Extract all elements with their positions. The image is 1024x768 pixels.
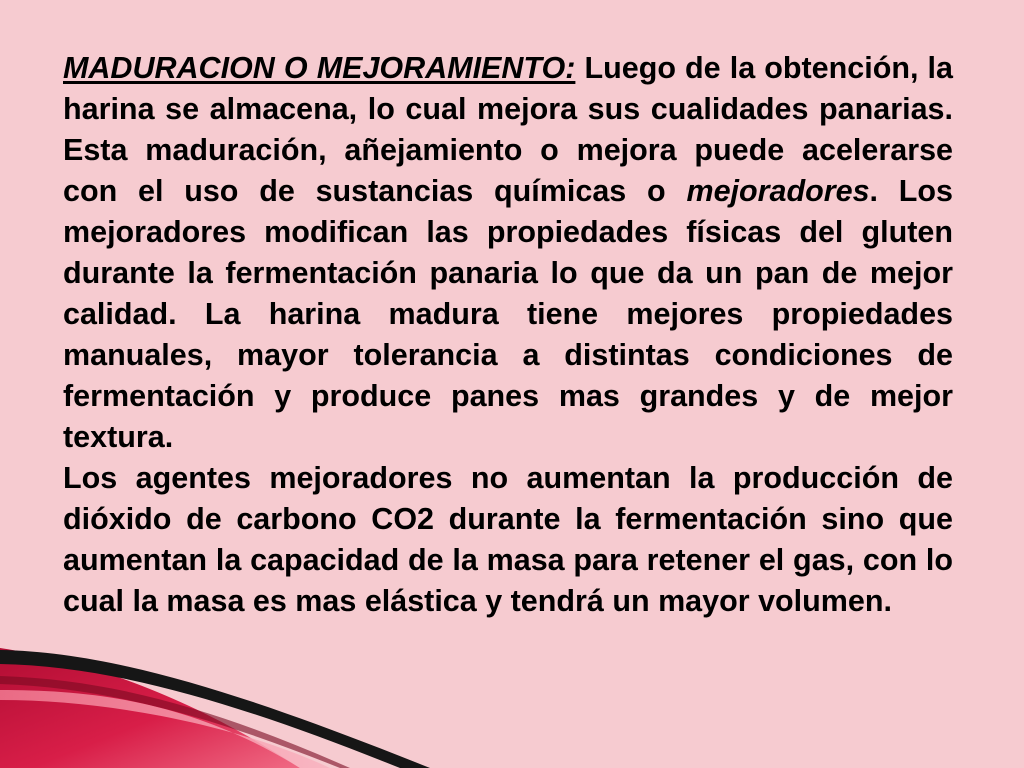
term-mejoradores: mejoradores	[686, 174, 870, 208]
ribbon-dark-stripe	[0, 650, 430, 768]
paragraph-maduracion	[63, 48, 953, 458]
ribbon-red-band	[0, 648, 300, 768]
ribbon-light-band	[0, 690, 330, 768]
paragraph-1-text-b: . Los mejoradores modifican las propiedades físicas del gluten durante la fermentación panaria lo que da un pan de mejor calidad. La harina madura tiene mejores propiedades manuales, mayor tolerancia a distintas condiciones de fermentación y produce panes mas grandes y de mejor textura.	[63, 174, 954, 454]
paragraph-agentes: Los agentes mejoradores no aumentan la producción de dióxido de carbono CO2 durante la fermentación sino que aumentan la capacidad de la masa para retener el gas, con lo cual la masa es mas elástica y tendrá un mayor volumen.	[63, 461, 953, 618]
paragraph-1-text-a: Luego de la obtención, la harina se almacena, lo cual mejora sus cualidades panarias. Esta maduración, añejamiento o mejora puede acelerarse con el uso de sustancias químicas o	[63, 51, 953, 208]
section-heading: MADURACION O MEJORAMIENTO:	[63, 51, 576, 85]
ribbon-thin-stripe	[0, 676, 350, 768]
body-text	[63, 48, 953, 622]
